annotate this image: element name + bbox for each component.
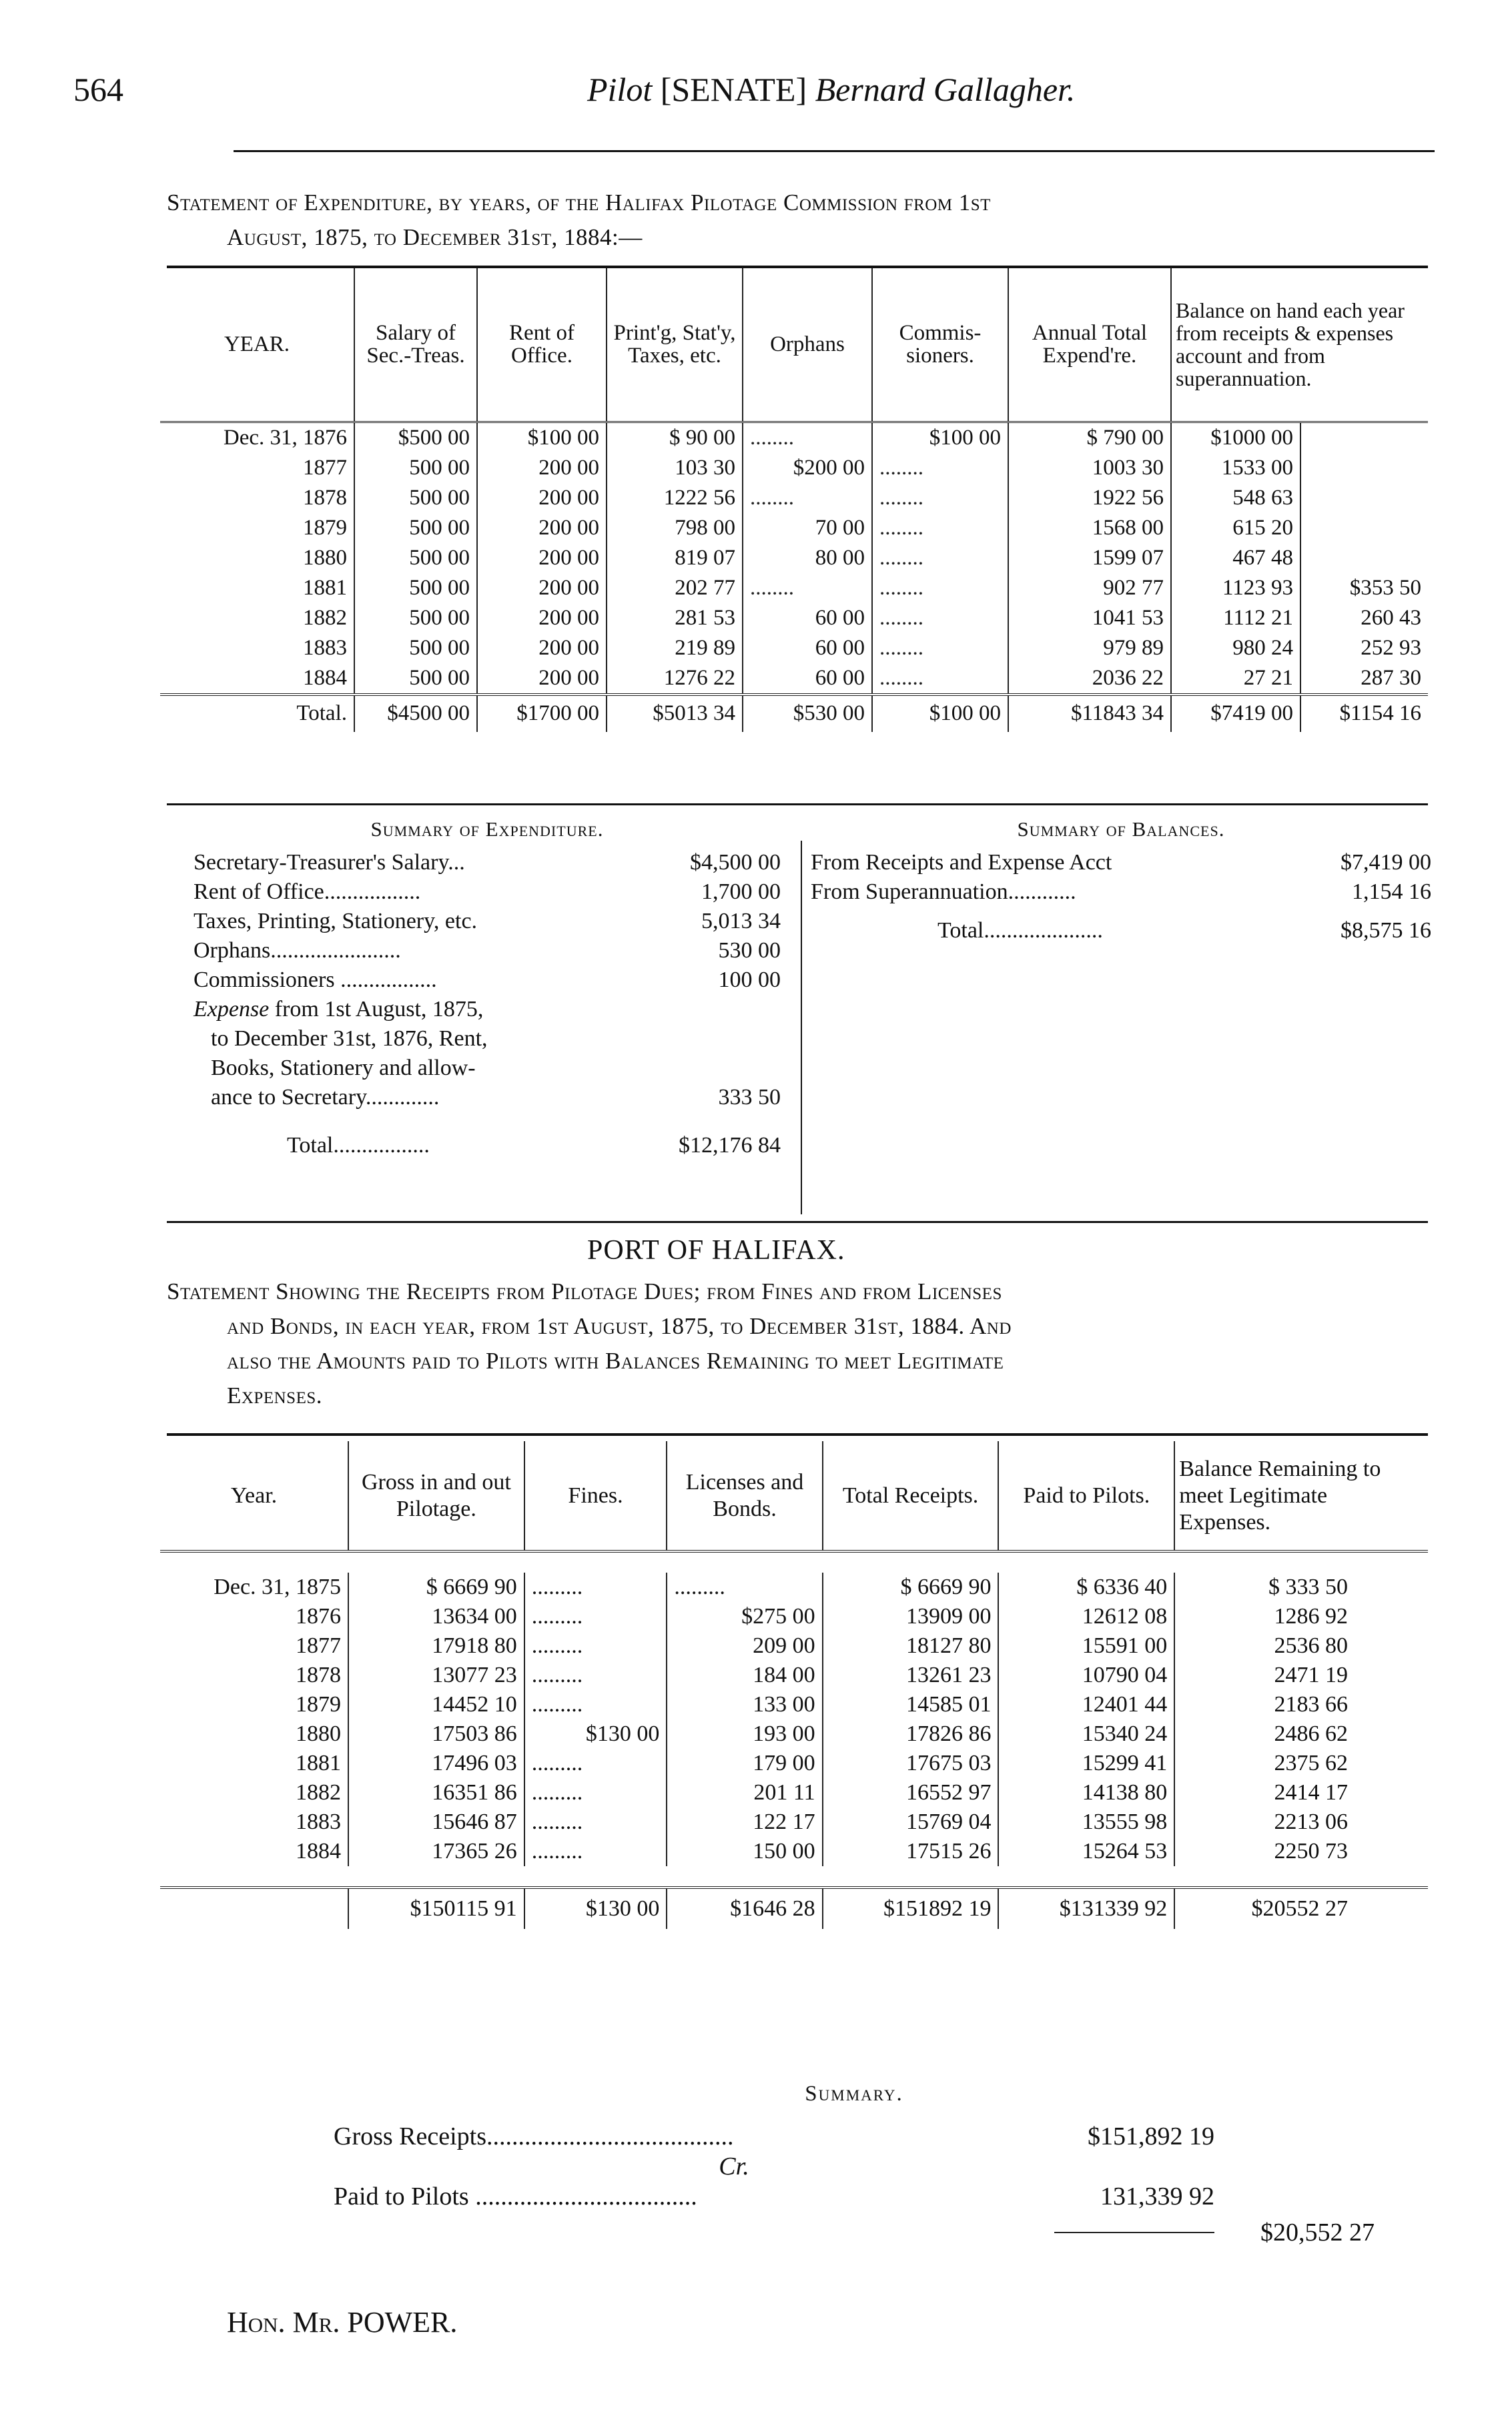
cell-superannuation [1300,453,1428,483]
cell-commissioners: ........ [872,513,1008,543]
cell-superannuation: $1154 16 [1300,695,1428,732]
cell-orphans: $530 00 [743,695,872,732]
cell-printing: 219 89 [607,633,743,663]
cell-year: 1884 [303,665,347,690]
cell-gross: 16351 86 [348,1778,524,1807]
expenditure-table [160,268,1428,732]
table-row [160,1690,1428,1719]
cell-superannuation [1300,543,1428,573]
cell-salary: 500 00 [354,633,477,663]
cell-orphans: 60 00 [743,603,872,633]
cell-gross: 14452 10 [348,1690,524,1719]
cell-year: 1878 [303,485,347,510]
cell-balance: 1533 00 [1171,453,1300,483]
col-header-rent: Rent of Office. [477,268,607,422]
cell-gross: 15646 87 [348,1807,524,1837]
cell-salary: 500 00 [354,543,477,573]
cell-orphans: 60 00 [743,663,872,695]
cell-commissioners: $100 00 [872,695,1008,732]
total-row [160,1888,1428,1929]
cell-paid: $ 6336 40 [998,1573,1174,1602]
cell-year: 1884 [296,1839,342,1864]
cell-orphans: ........ [743,483,872,513]
cell-rent: $1700 00 [477,695,607,732]
expenditure-caption-line-2: August, 1875, to December 31st, 1884:— [227,224,643,250]
cell-year: Total. [160,695,354,732]
cell-superannuation: $353 50 [1300,573,1428,603]
cell-balance: 1123 93 [1171,573,1300,603]
cell-licenses: 133 00 [667,1690,822,1719]
cell-licenses: 209 00 [667,1631,822,1661]
list-item: Expense from 1st August, 1875, [194,997,484,1022]
cell-superannuation [1300,483,1428,513]
header-rule [234,150,1435,152]
receipts-table [160,1441,1428,1929]
cell-salary: 500 00 [354,513,477,543]
table-row [160,543,1428,573]
cell-fines: $130 00 [524,1888,667,1929]
port-caption-line-3: also the Amounts paid to Pilots with Balances Remaining to meet Legitimate [227,1348,1004,1374]
list-item: Commissioners ................. 100 00 [194,967,781,992]
cell-rent: 200 00 [477,663,607,695]
cell-year: 1883 [296,1809,342,1834]
cell-annual-total: 1003 30 [1008,453,1171,483]
col-header-year: YEAR. [224,332,290,357]
cell-fines: ......... [524,1690,667,1719]
cell-balance: 2414 17 [1174,1778,1428,1807]
list-item: From Receipts and Expense Acct $7,419 00 [811,850,1431,875]
cell-year: 1877 [296,1633,342,1658]
cell-year: 1876 [296,1604,342,1629]
running-header [73,63,1428,117]
cell-printing: 1222 56 [607,483,743,513]
page-number: 564 [73,71,123,108]
cell-rent: 200 00 [477,483,607,513]
running-title [587,70,1075,109]
cell-balance: 980 24 [1171,633,1300,663]
summary-of-balances [811,817,1431,945]
expenditure-bottom-rule [167,803,1428,805]
cell-fines: ......... [524,1807,667,1837]
section-divider [167,1221,1428,1223]
cell-fines: ......... [524,1837,667,1866]
cell-rent: 200 00 [477,603,607,633]
list-item: Rent of Office................. 1,700 00 [194,879,781,904]
cell-balance: 27 21 [1171,663,1300,695]
cell-paid: 12612 08 [998,1602,1174,1631]
table-row [160,1602,1428,1631]
summary-balances-heading: Summary of Balances. [1017,817,1225,841]
gross-receipts-line: Gross Receipts....................................... $151,892 19 [334,2122,1214,2150]
cell-fines: ......... [524,1661,667,1690]
cell-rent: 200 00 [477,513,607,543]
cell-paid: 14138 80 [998,1778,1174,1807]
cell-licenses: 122 17 [667,1807,822,1837]
cell-total: 17515 26 [823,1837,999,1866]
cell-salary: $500 00 [354,422,477,453]
list-item: to December 31st, 1876, Rent, [211,1026,488,1051]
cell-rent: 200 00 [477,573,607,603]
cell-balance: $ 333 50 [1174,1573,1428,1602]
table-row [160,1778,1428,1807]
list-item: From Superannuation............ 1,154 16 [811,879,1431,904]
cell-orphans: ........ [743,573,872,603]
table-row [160,1837,1428,1866]
cell-fines: ......... [524,1602,667,1631]
cell-licenses: $1646 28 [667,1888,822,1929]
table-row [160,1807,1428,1837]
cell-balance: 2250 73 [1174,1837,1428,1866]
cell-year [160,1888,348,1929]
cell-licenses: 201 11 [667,1778,822,1807]
port-caption-line-2: and Bonds, in each year, from 1st August, 1875, to December 31st, 1884. And [227,1313,1012,1339]
cell-total: 13909 00 [823,1602,999,1631]
cell-orphans: $200 00 [743,453,872,483]
port-caption-line-1: Statement Showing the Receipts from Pilotage Dues; from Fines and from Licenses [167,1278,1002,1304]
table-row [160,1573,1428,1602]
cell-salary: 500 00 [354,453,477,483]
cell-annual-total: 1922 56 [1008,483,1171,513]
cell-rent: $100 00 [477,422,607,453]
paid-to-pilots-line: Paid to Pilots ................................... 131,339 92 [334,2182,1214,2210]
cell-total: 18127 80 [823,1631,999,1661]
cell-salary: 500 00 [354,483,477,513]
cell-year: 1880 [303,545,347,570]
col-header-salary: Salary of Sec.-Treas. [354,268,477,422]
summary-expenditure-total: Total................. $12,176 84 [287,1133,781,1158]
table-row [160,603,1428,633]
cell-year: 1879 [296,1692,342,1717]
expenditure-caption-line-1: Statement of Expenditure, by years, of the Halifax Pilotage Commission from 1st [167,189,991,216]
cell-total: 17675 03 [823,1749,999,1778]
cell-balance: 2471 19 [1174,1661,1428,1690]
cell-gross: 17503 86 [348,1719,524,1749]
cell-balance: $20552 27 [1174,1888,1428,1929]
cell-total: 14585 01 [823,1690,999,1719]
cell-total: $151892 19 [823,1888,999,1929]
list-item: Books, Stationery and allow- [211,1056,476,1080]
cell-year: 1883 [303,635,347,660]
cell-fines: ......... [524,1749,667,1778]
cell-gross: 17918 80 [348,1631,524,1661]
cell-total: $ 6669 90 [823,1573,999,1602]
running-title-part-1: Pilot [587,71,653,108]
port-caption-line-4: Expenses. [227,1382,322,1408]
cell-annual-total: $11843 34 [1008,695,1171,732]
expenditure-caption [167,185,1435,255]
cell-printing: $ 90 00 [607,422,743,453]
cell-balance: 548 63 [1171,483,1300,513]
cell-rent: 200 00 [477,453,607,483]
cell-fines: ......... [524,1631,667,1661]
cell-balance: $7419 00 [1171,695,1300,732]
cell-paid: 15299 41 [998,1749,1174,1778]
cell-paid: 15591 00 [998,1631,1174,1661]
cell-salary: 500 00 [354,603,477,633]
cell-printing: 281 53 [607,603,743,633]
cell-fines: $130 00 [524,1719,667,1749]
cell-commissioners: ........ [872,453,1008,483]
col-header-orphans: Orphans [743,268,872,422]
cell-total: 15769 04 [823,1807,999,1837]
cell-gross: $150115 91 [348,1888,524,1929]
cell-licenses: 184 00 [667,1661,822,1690]
cell-orphans: ........ [743,422,872,453]
col-header-balance-remaining: Balance Remaining to meet Legitimate Expenses. [1174,1441,1428,1551]
signer: Hon. Mr. POWER. [227,2306,458,2339]
cell-commissioners: ........ [872,573,1008,603]
col-header-year: Year. [230,1483,278,1508]
cell-year: 1881 [296,1751,342,1775]
cell-annual-total: 1041 53 [1008,603,1171,633]
cell-licenses: 193 00 [667,1719,822,1749]
table-row [160,1749,1428,1778]
cell-rent: 200 00 [477,633,607,663]
cell-total: 16552 97 [823,1778,999,1807]
running-title-senate: [SENATE] [660,71,807,108]
cell-printing: 1276 22 [607,663,743,695]
cell-printing: 202 77 [607,573,743,603]
cell-printing: 819 07 [607,543,743,573]
cell-commissioners: ........ [872,603,1008,633]
final-summary-heading: Summary. [805,2082,903,2106]
cell-annual-total: 1568 00 [1008,513,1171,543]
cell-total: 13261 23 [823,1661,999,1690]
col-header-fines: Fines. [524,1441,667,1551]
cell-year: 1882 [303,605,347,630]
cell-fines: ......... [524,1778,667,1807]
final-balance: $20,552 27 [1260,2219,1375,2247]
cell-balance: $1000 00 [1171,422,1300,453]
port-caption [167,1274,1435,1413]
cell-balance: 1286 92 [1174,1602,1428,1631]
cell-gross: 13077 23 [348,1661,524,1690]
cell-year: 1881 [303,575,347,600]
list-item: Taxes, Printing, Stationery, etc. 5,013 34 [194,909,781,933]
cell-commissioners: ........ [872,633,1008,663]
cell-printing: 103 30 [607,453,743,483]
cell-paid: 12401 44 [998,1690,1174,1719]
table-row [160,633,1428,663]
cell-commissioners: ........ [872,663,1008,695]
list-item: Orphans....................... 530 00 [194,938,781,963]
final-balance-line [334,2214,1375,2251]
cell-fines: ......... [524,1573,667,1602]
cell-balance: 1112 21 [1171,603,1300,633]
cell-superannuation [1300,422,1428,453]
cell-annual-total: 979 89 [1008,633,1171,663]
col-header-total-receipts: Total Receipts. [823,1441,999,1551]
cell-commissioners: ........ [872,483,1008,513]
col-header-printing: Print'g, Stat'y, Taxes, etc. [607,268,743,422]
table-row [160,1661,1428,1690]
cell-salary: 500 00 [354,573,477,603]
cell-year: 1880 [296,1721,342,1746]
cell-balance: 2486 62 [1174,1719,1428,1749]
cell-gross: 17365 26 [348,1837,524,1866]
cell-superannuation: 287 30 [1300,663,1428,695]
cell-annual-total: 1599 07 [1008,543,1171,573]
table-row [160,453,1428,483]
cell-orphans: 60 00 [743,633,872,663]
cell-superannuation: 252 93 [1300,633,1428,663]
col-header-licenses: Licenses and Bonds. [667,1441,822,1551]
running-title-part-2: Bernard Gallagher. [815,71,1076,108]
cell-salary: $4500 00 [354,695,477,732]
cell-total: 17826 86 [823,1719,999,1749]
cell-licenses: $275 00 [667,1602,822,1631]
cell-year: 1879 [303,515,347,540]
cell-balance: 2183 66 [1174,1690,1428,1719]
cell-year: Dec. 31, 1876 [223,425,347,450]
cell-balance: 2375 62 [1174,1749,1428,1778]
cell-commissioners: $100 00 [872,422,1008,453]
cell-paid: $131339 92 [998,1888,1174,1929]
cell-printing: 798 00 [607,513,743,543]
list-item: ance to Secretary............. 333 50 [211,1085,781,1110]
cell-salary: 500 00 [354,663,477,695]
col-header-annual-total: Annual Total Expend're. [1008,268,1171,422]
table-row [160,663,1428,695]
cell-rent: 200 00 [477,543,607,573]
total-row [160,695,1428,732]
col-header-commissioners: Commis-sioners. [872,268,1008,422]
cell-printing: $5013 34 [607,695,743,732]
cell-balance: 2213 06 [1174,1807,1428,1837]
cell-balance: 2536 80 [1174,1631,1428,1661]
cell-balance: 467 48 [1171,543,1300,573]
final-summary [334,2082,1375,2251]
cell-year: Dec. 31, 1875 [214,1575,342,1599]
table-row [160,513,1428,543]
cell-paid: 13555 98 [998,1807,1174,1837]
cell-annual-total: 2036 22 [1008,663,1171,695]
table-row [160,1719,1428,1749]
cell-gross: $ 6669 90 [348,1573,524,1602]
cell-licenses: ......... [667,1573,822,1602]
cell-gross: 13634 00 [348,1602,524,1631]
cell-year: 1877 [303,455,347,480]
col-header-gross: Gross in and out Pilotage. [348,1441,524,1551]
table-row [160,573,1428,603]
summary-of-expenditure [194,817,781,1160]
port-title: PORT OF HALIFAX. [587,1235,845,1266]
cell-orphans: 70 00 [743,513,872,543]
credit-label: Cr. [719,2152,749,2180]
summary-balances-total: Total..................... $8,575 16 [937,918,1431,943]
cell-annual-total: 902 77 [1008,573,1171,603]
cell-balance: 615 20 [1171,513,1300,543]
cell-licenses: 179 00 [667,1749,822,1778]
table-row [160,483,1428,513]
cell-gross: 17496 03 [348,1749,524,1778]
table-row [160,422,1428,453]
cell-licenses: 150 00 [667,1837,822,1866]
summary-divider [801,841,802,1214]
cell-annual-total: $ 790 00 [1008,422,1171,453]
list-item: Secretary-Treasurer's Salary... $4,500 00 [194,850,781,875]
cell-paid: 10790 04 [998,1661,1174,1690]
cell-paid: 15264 53 [998,1837,1174,1866]
cell-year: 1878 [296,1663,342,1687]
cell-superannuation: 260 43 [1300,603,1428,633]
summary-expenditure-heading: Summary of Expenditure. [370,817,604,841]
cell-superannuation [1300,513,1428,543]
cell-commissioners: ........ [872,543,1008,573]
col-header-paid-to-pilots: Paid to Pilots. [998,1441,1174,1551]
cell-paid: 15340 24 [998,1719,1174,1749]
cell-year: 1882 [296,1780,342,1805]
cell-orphans: 80 00 [743,543,872,573]
table-row [160,1631,1428,1661]
col-header-balance: Balance on hand each year from receipts & expenses account and from superannuation. [1171,268,1428,422]
receipts-top-rule [167,1433,1428,1436]
